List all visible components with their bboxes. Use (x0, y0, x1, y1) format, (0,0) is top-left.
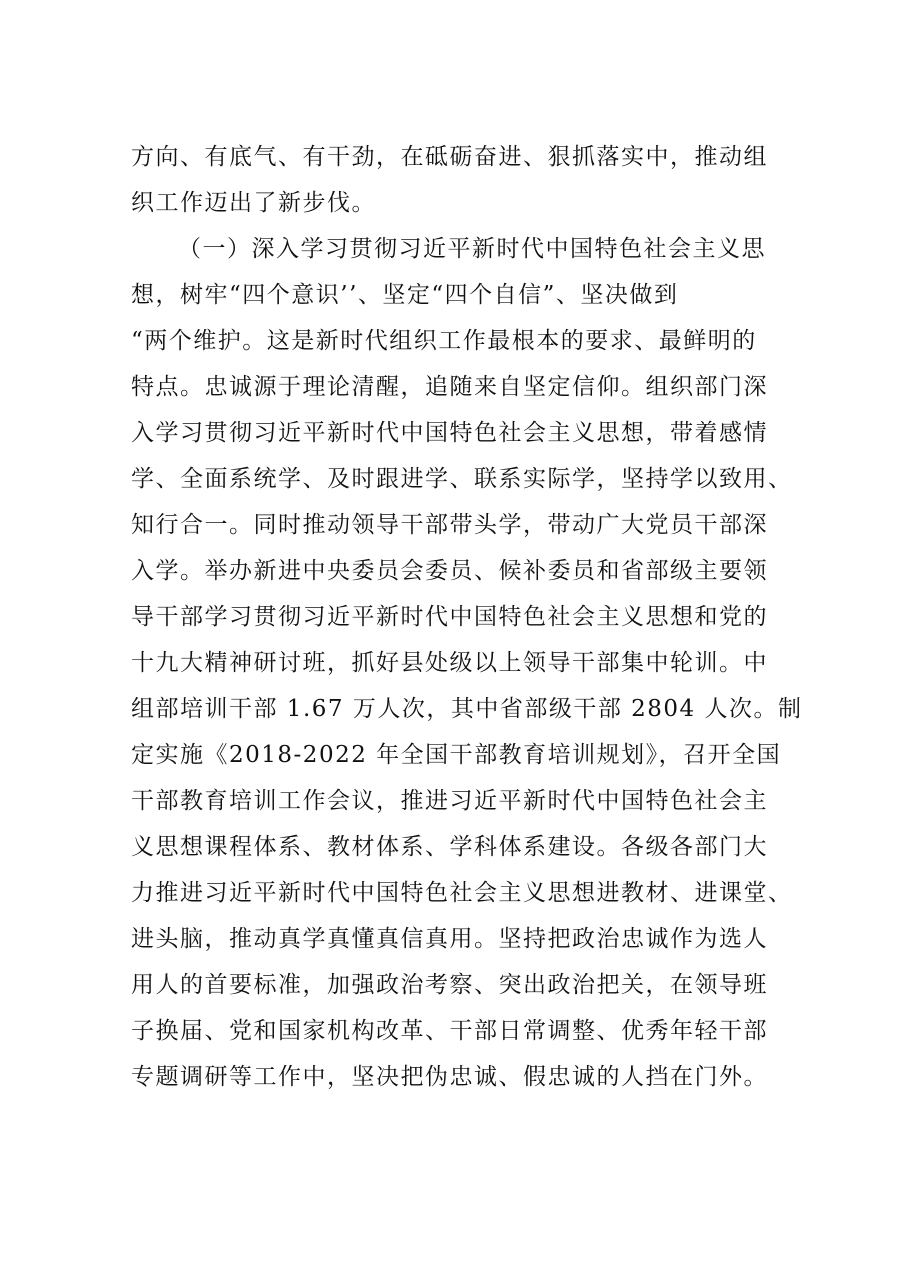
text-line: 知行合一。同时推动领导干部带头学，带动广大党员干部深 (131, 512, 768, 538)
text-line: 力推进习近平新时代中国特色社会主义思想进教材、进课堂、 (131, 880, 793, 906)
text-line: 子换届、党和国家机构改革、干部日常调整、优秀年轻干部 (131, 1018, 768, 1044)
text-line: 组部培训干部 1.67 万人次，其中省部级干部 2804 人次。制 (131, 696, 803, 722)
text-line: 专题调研等工作中，坚决把伪忠诚、假忠诚的人挡在门外。 (131, 1064, 768, 1090)
text-line: 导干部学习贯彻习近平新时代中国特色社会主义思想和党的 (131, 604, 768, 630)
text-line: 定实施《2018-2022 年全国干部教育培训规划》，召开全国 (131, 742, 782, 768)
body-text (131, 134, 831, 1100)
text-line: 进头脑，推动真学真懂真信真用。坚持把政治忠诚作为选人 (131, 926, 768, 952)
text-line: 想，树牢“四个意识’’、坚定“四个自信”、坚决做到 (131, 282, 679, 308)
text-line: 特点。忠诚源于理论清醒，追随来自坚定信仰。组织部门深 (131, 374, 768, 400)
text-line: 学、全面系统学、及时跟进学、联系实际学，坚持学以致用、 (131, 466, 793, 492)
text-line: 十九大精神研讨班，抓好县处级以上领导干部集中轮训。中 (131, 650, 768, 676)
text-line: 入学。举办新进中央委员会委员、候补委员和省部级主要领 (131, 558, 768, 584)
text-line: 入学习贯彻习近平新时代中国特色社会主义思想，带着感情 (131, 420, 768, 446)
text-line: 用人的首要标准，加强政治考察、突出政治把关，在领导班 (131, 972, 768, 998)
text-line: 干部教育培训工作会议，推进习近平新时代中国特色社会主 (131, 788, 768, 814)
section-heading-line: （一）深入学习贯彻习近平新时代中国特色社会主义思 (178, 236, 766, 262)
text-line: 织工作迈出了新步伐。 (131, 190, 376, 216)
text-line: “两个维护。这是新时代组织工作最根本的要求、最鲜明的 (131, 328, 757, 354)
text-line: 义思想课程体系、教材体系、学科体系建设。各级各部门大 (131, 834, 768, 860)
text-line: 方向、有底气、有干劲，在砥砺奋进、狠抓落实中，推动组 (131, 144, 768, 170)
